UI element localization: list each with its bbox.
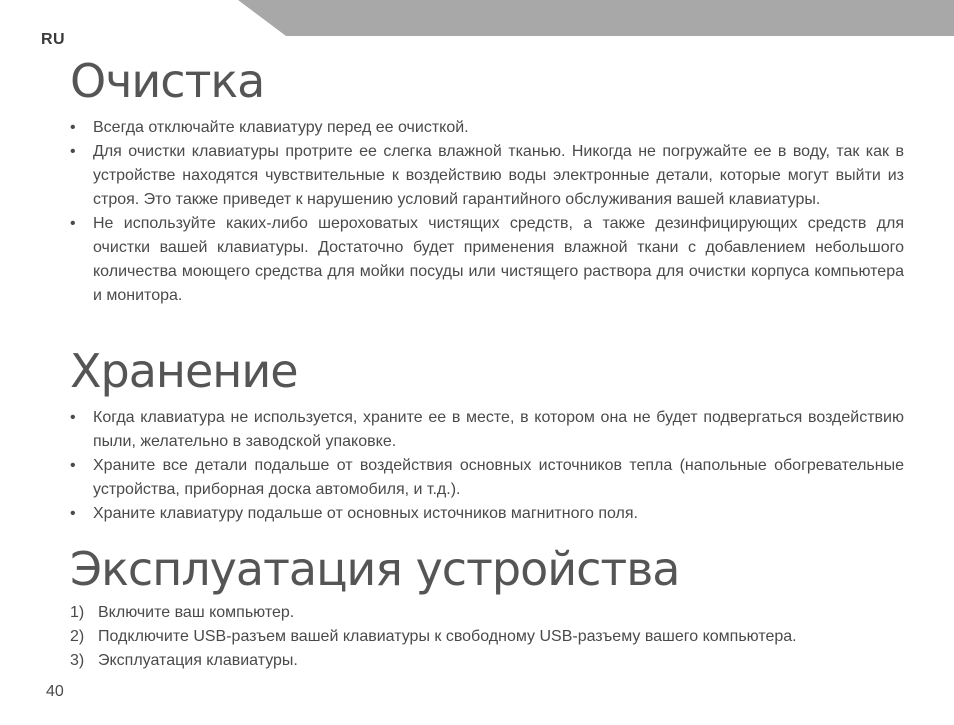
header-band-shape <box>0 0 954 36</box>
step-item <box>68 649 904 673</box>
list-item: • Храните все детали подальше от воздействия основных источников тепла (напольные обогревательные устройства, приборная доска автомобиля, и т.д.). <box>68 454 904 502</box>
step-number: 3) <box>70 652 85 669</box>
list-item: • Для очистки клавиатуры протрите ее слегка влажной тканью. Никогда не погружайте ее в воду, так как в устройстве находятся чувствительные к воздействию воды электронные детали, которые могут выйти из строя. Это также приведет к нарушению условий гарантийного обслуживания вашей клавиатуры. <box>68 140 904 212</box>
section-title-cleaning: Очистка <box>70 54 265 108</box>
step-text: Эксплуатация клавиатуры. <box>98 652 298 669</box>
step-number: 1) <box>70 604 85 621</box>
step-item <box>68 625 904 649</box>
header-band <box>0 0 954 36</box>
section-title-operation: Эксплуатация устройства <box>70 542 680 596</box>
list-item: • Всегда отключайте клавиатуру перед ее очисткой. <box>68 116 904 140</box>
section-title-storage: Хранение <box>70 344 298 398</box>
list-item: • Когда клавиатура не используется, храните ее в месте, в котором она не будет подвергаться воздействию пыли, желательно в заводской упаковке. <box>68 406 904 454</box>
page-number: 40 <box>46 683 64 700</box>
storage-list <box>68 406 904 526</box>
step-item <box>68 601 904 625</box>
list-item: • Храните клавиатуру подальше от основных источников магнитного поля. <box>68 502 904 526</box>
language-label: RU <box>41 31 66 48</box>
cleaning-list <box>68 116 904 308</box>
step-text: Подключите USB-разъем вашей клавиатуры к свободному USB-разъему вашего компьютера. <box>98 628 797 645</box>
step-number: 2) <box>70 628 85 645</box>
operation-steps-list <box>68 601 904 673</box>
list-item: • Не используйте каких-либо шероховатых чистящих средств, а также дезинфицирующих средств для очистки вашей клавиатуры. Достаточно будет применения влажной ткани с добавлением небольшого количества моющего средства для мойки посуды или чистящего раствора для очистки корпуса компьютера и монитора. <box>68 212 904 308</box>
step-text: Включите ваш компьютер. <box>98 604 295 621</box>
